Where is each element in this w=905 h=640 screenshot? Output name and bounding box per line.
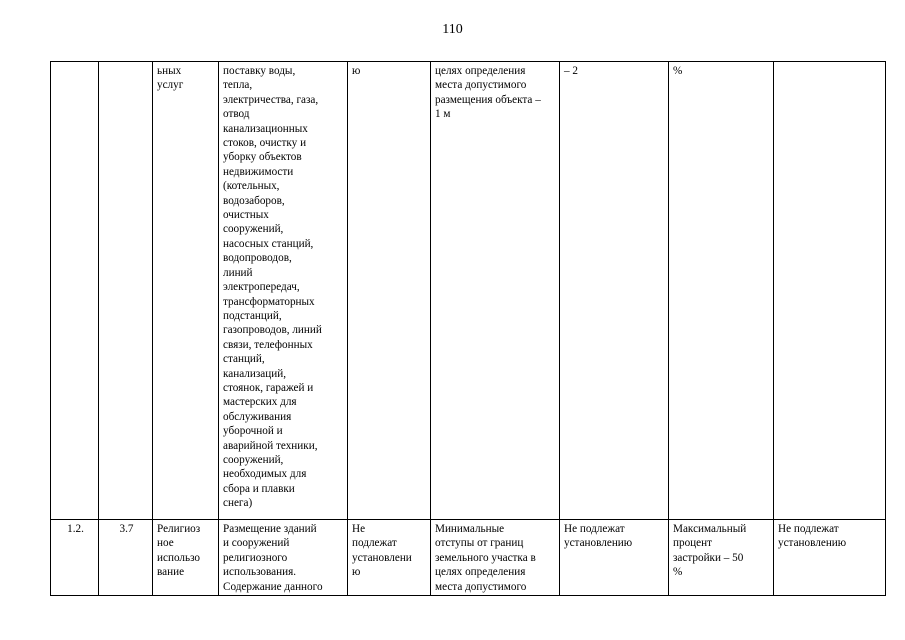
cell-code: 3.7 bbox=[99, 520, 153, 596]
cell-col6: Минимальные отступы от границ земельного участка в целях определения места допустимого bbox=[431, 520, 560, 596]
cell-description: Размещение зданий и сооружений религиозного использования. Содержание данного bbox=[219, 520, 348, 596]
cell-col5: Не подлежат установлени ю bbox=[348, 520, 431, 596]
cell-code bbox=[99, 62, 153, 520]
land-use-table bbox=[50, 61, 886, 596]
cell-col8: Максимальный процент застройки – 50 % bbox=[669, 520, 774, 596]
cell-number: 1.2. bbox=[51, 520, 99, 596]
cell-col7: Не подлежат установлению bbox=[560, 520, 669, 596]
cell-use-name: Религиоз ное использо вание bbox=[153, 520, 219, 596]
table-row bbox=[51, 62, 886, 520]
table-row bbox=[51, 520, 886, 596]
cell-col9: Не подлежат установлению bbox=[774, 520, 886, 596]
cell-number bbox=[51, 62, 99, 520]
cell-col6: целях определения места допустимого размещения объекта – 1 м bbox=[431, 62, 560, 520]
cell-col9 bbox=[774, 62, 886, 520]
cell-use-name: ьных услуг bbox=[153, 62, 219, 520]
cell-description: поставку воды, тепла, электричества, газа, отвод канализационных стоков, очистку и уборку объектов недвижимости (котельных, водозаборов, очистных сооружений, насосных станций, водопроводов, линий электропередач, трансформаторных подстанций, газопроводов, линий связи, телефонных станций, канализаций, стоянок, гаражей и мастерских для обслуживания уборочной и аварийной техники, сооружений, необходимых для сбора и плавки снега) bbox=[219, 62, 348, 520]
cell-col7: – 2 bbox=[560, 62, 669, 520]
cell-col5: ю bbox=[348, 62, 431, 520]
cell-col8: % bbox=[669, 62, 774, 520]
page-number: 110 bbox=[442, 22, 463, 37]
